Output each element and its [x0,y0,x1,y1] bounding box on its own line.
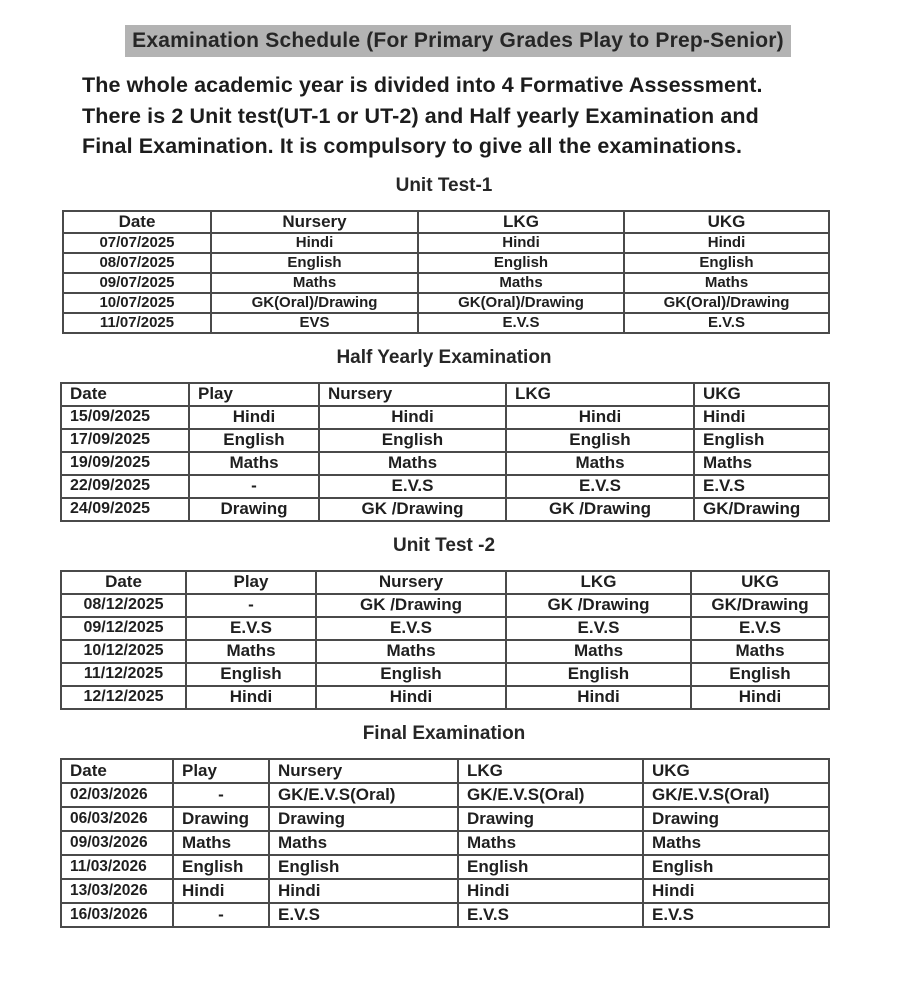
subject-cell: English [643,855,829,879]
subject-cell: Maths [186,640,316,663]
subject-cell: English [211,253,418,273]
table-row [61,807,829,831]
subject-cell: English [189,429,319,452]
subject-cell: Maths [269,831,458,855]
table-row [61,855,829,879]
subject-cell: Hindi [211,233,418,253]
table-row [61,640,829,663]
subject-cell: E.V.S [506,617,691,640]
subject-cell: E.V.S [506,475,694,498]
subject-cell: E.V.S [418,313,624,333]
subject-cell: - [173,783,269,807]
date-cell: 07/07/2025 [63,233,211,253]
subject-cell: Maths [643,831,829,855]
table-row [61,498,829,521]
subject-cell: English [186,663,316,686]
subject-cell: Maths [506,452,694,475]
table-unit-test-2 [60,570,830,710]
column-header: LKG [506,383,694,406]
section-heading-final-exam: Final Examination [362,722,526,744]
subject-cell: E.V.S [691,617,829,640]
subject-cell: Maths [211,273,418,293]
subject-cell: Drawing [643,807,829,831]
date-cell: 12/12/2025 [61,686,186,709]
table-row [61,594,829,617]
date-cell: 09/12/2025 [61,617,186,640]
date-cell: 08/07/2025 [63,253,211,273]
intro-line: Final Examination. It is compulsory to give all the examinations. [82,134,743,158]
subject-cell: E.V.S [316,617,506,640]
column-header: LKG [458,759,643,783]
table-unit-test-1 [62,210,830,334]
table-row [63,253,829,273]
date-cell: 15/09/2025 [61,406,189,429]
subject-cell: E.V.S [269,903,458,927]
column-header: UKG [694,383,829,406]
section-heading-unit-test-2: Unit Test -2 [392,534,496,556]
table-row [61,831,829,855]
subject-cell: GK /Drawing [506,594,691,617]
subject-cell: GK(Oral)/Drawing [624,293,829,313]
date-cell: 02/03/2026 [61,783,173,807]
table-row [63,273,829,293]
subject-cell: Hindi [506,406,694,429]
subject-cell: Hindi [173,879,269,903]
table-half-yearly [60,382,830,522]
subject-cell: Hindi [506,686,691,709]
subject-cell: GK /Drawing [506,498,694,521]
date-cell: 24/09/2025 [61,498,189,521]
column-header: Nursery [319,383,506,406]
table-row [61,406,829,429]
section-heading-half-yearly: Half Yearly Examination [336,346,552,368]
column-header: Nursery [316,571,506,594]
date-cell: 11/03/2026 [61,855,173,879]
column-header: Date [61,383,189,406]
subject-cell: - [186,594,316,617]
subject-cell: Drawing [189,498,319,521]
subject-cell: E.V.S [643,903,829,927]
subject-cell: Hindi [186,686,316,709]
column-header: Play [189,383,319,406]
table-row [63,313,829,333]
date-cell: 11/12/2025 [61,663,186,686]
date-cell: 22/09/2025 [61,475,189,498]
subject-cell: GK/E.V.S(Oral) [458,783,643,807]
section-heading-unit-test-1: Unit Test-1 [395,174,493,196]
date-cell: 13/03/2026 [61,879,173,903]
subject-cell: Maths [506,640,691,663]
subject-cell: Hindi [316,686,506,709]
subject-cell: English [319,429,506,452]
column-header: UKG [691,571,829,594]
subject-cell: Hindi [643,879,829,903]
subject-cell: Hindi [691,686,829,709]
date-cell: 06/03/2026 [61,807,173,831]
column-header: UKG [624,211,829,233]
subject-cell: GK/E.V.S(Oral) [643,783,829,807]
subject-cell: GK/Drawing [694,498,829,521]
subject-cell: English [506,663,691,686]
date-cell: 08/12/2025 [61,594,186,617]
column-header: UKG [643,759,829,783]
subject-cell: English [694,429,829,452]
intro-paragraph [82,70,842,162]
date-cell: 09/07/2025 [63,273,211,293]
subject-cell: English [418,253,624,273]
column-header: Date [61,571,186,594]
subject-cell: Maths [691,640,829,663]
date-cell: 10/12/2025 [61,640,186,663]
table-final-exam [60,758,830,928]
column-header: Play [173,759,269,783]
subject-cell: English [691,663,829,686]
column-header: Nursery [269,759,458,783]
subject-cell: Maths [319,452,506,475]
subject-cell: Maths [189,452,319,475]
subject-cell: Maths [173,831,269,855]
subject-cell: Maths [418,273,624,293]
subject-cell: English [506,429,694,452]
column-header: LKG [418,211,624,233]
column-header: LKG [506,571,691,594]
subject-cell: Hindi [269,879,458,903]
section-unit-test-1 [0,174,916,334]
intro-line: The whole academic year is divided into 4 Formative Assessment. [82,73,763,97]
subject-cell: Drawing [269,807,458,831]
header-row [63,211,829,233]
subject-cell: Maths [458,831,643,855]
subject-cell: EVS [211,313,418,333]
subject-cell: GK /Drawing [319,498,506,521]
subject-cell: English [173,855,269,879]
subject-cell: Maths [624,273,829,293]
subject-cell: GK/Drawing [691,594,829,617]
subject-cell: GK/E.V.S(Oral) [269,783,458,807]
subject-cell: Maths [694,452,829,475]
column-header: Date [61,759,173,783]
title-bar [0,0,916,57]
section-unit-test-2 [0,534,916,710]
subject-cell: Hindi [418,233,624,253]
table-row [61,475,829,498]
table-row [61,686,829,709]
intro-line: There is 2 Unit test(UT-1 or UT-2) and Half yearly Examination and [82,103,759,128]
subject-cell: Hindi [458,879,643,903]
subject-cell: - [173,903,269,927]
table-row [61,879,829,903]
subject-cell: English [624,253,829,273]
subject-cell: GK(Oral)/Drawing [211,293,418,313]
page-title: Examination Schedule (For Primary Grades Play to Prep-Senior) [125,25,791,57]
subject-cell: Drawing [458,807,643,831]
subject-cell: English [269,855,458,879]
subject-cell: E.V.S [319,475,506,498]
table-row [63,233,829,253]
subject-cell: E.V.S [624,313,829,333]
date-cell: 17/09/2025 [61,429,189,452]
table-row [61,452,829,475]
subject-cell: GK /Drawing [316,594,506,617]
subject-cell: E.V.S [186,617,316,640]
subject-cell: English [458,855,643,879]
table-row [61,903,829,927]
subject-cell: Hindi [624,233,829,253]
header-row [61,571,829,594]
date-cell: 11/07/2025 [63,313,211,333]
table-row [61,783,829,807]
subject-cell: Hindi [319,406,506,429]
table-row [61,663,829,686]
date-cell: 16/03/2026 [61,903,173,927]
subject-cell: E.V.S [694,475,829,498]
table-row [63,293,829,313]
table-row [61,429,829,452]
date-cell: 10/07/2025 [63,293,211,313]
subject-cell: Hindi [189,406,319,429]
date-cell: 09/03/2026 [61,831,173,855]
subject-cell: Maths [316,640,506,663]
subject-cell: Hindi [694,406,829,429]
section-final-exam [0,722,916,928]
header-row [61,383,829,406]
header-row [61,759,829,783]
subject-cell: GK(Oral)/Drawing [418,293,624,313]
date-cell: 19/09/2025 [61,452,189,475]
subject-cell: English [316,663,506,686]
subject-cell: - [189,475,319,498]
column-header: Date [63,211,211,233]
table-row [61,617,829,640]
subject-cell: E.V.S [458,903,643,927]
column-header: Play [186,571,316,594]
subject-cell: Drawing [173,807,269,831]
column-header: Nursery [211,211,418,233]
section-half-yearly [0,346,916,522]
